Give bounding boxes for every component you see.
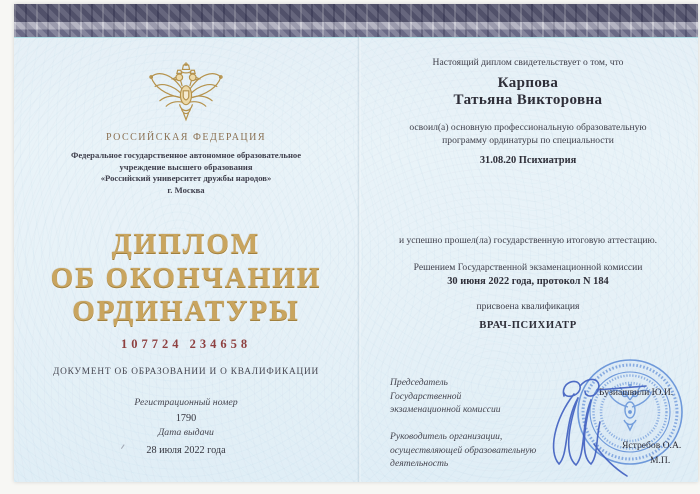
- qualification-value: ВРАЧ-ПСИХИАТР: [479, 320, 577, 331]
- qualification-label: присвоена квалификация: [476, 301, 580, 312]
- seal-and-signatures: [534, 352, 700, 482]
- registration-number-label: Регистрационный номер: [134, 397, 238, 408]
- chairman-signature: [563, 379, 646, 396]
- attestation-line: и успешно прошел(ла) государственную итоговую аттестацию.: [398, 235, 658, 246]
- guilloche-border-band: [14, 4, 698, 38]
- issue-date-label: Дата выдачи: [158, 427, 214, 438]
- holder-first-names: Татьяна Викторовна: [453, 92, 603, 108]
- document-subtitle: ДОКУМЕНТ ОБ ОБРАЗОВАНИИ И О КВАЛИФИКАЦИИ: [52, 367, 320, 377]
- diploma-left-page: [18, 37, 354, 482]
- seal-mark-mp: М.П.: [650, 455, 671, 466]
- holder-last-name: Карпова: [497, 75, 559, 91]
- commission-decision-line: Решением Государственной экзаменационной комиссии: [413, 262, 643, 273]
- country-name: РОССИЙСКАЯ ФЕДЕРАЦИЯ: [105, 132, 267, 143]
- russian-coat-of-arms-icon: [18, 54, 354, 135]
- head-label-line: осуществляющей образовательную: [390, 444, 537, 456]
- head-signature: [554, 394, 627, 476]
- head-label-line: Руководитель организации,: [390, 431, 503, 442]
- head-label-line: деятельность: [390, 458, 449, 469]
- diploma-title-line: ОБ ОКОНЧАНИИ: [50, 262, 322, 294]
- registration-number-value: 1790: [175, 413, 197, 424]
- decision-date-protocol: 30 июня 2022 года, протокол N 184: [447, 276, 609, 287]
- program-line: освоил(а) основную профессиональную образовательную: [409, 122, 647, 133]
- institution-line: учреждение высшего образования: [119, 161, 253, 172]
- institution-line: г. Москва: [167, 184, 205, 195]
- diploma-document: [14, 4, 698, 482]
- institution-line: «Российский университет дружбы народов»: [100, 173, 272, 183]
- head-name: Ястребов О.А.: [622, 440, 682, 451]
- chairman-label-line: Председатель: [390, 377, 448, 388]
- chairman-name: Бузиашвили Ю.И.: [599, 387, 674, 398]
- diploma-title-line: ОРДИНАТУРЫ: [72, 295, 300, 327]
- specialty-value: 31.08.20 Психиатрия: [479, 155, 577, 166]
- issue-date-value: 28 июля 2022 года: [146, 445, 226, 456]
- program-line: программу ординатуры по специальности: [442, 135, 614, 146]
- chairman-label-line: экзаменационной комиссии: [390, 404, 501, 415]
- diploma-serial-number: 107724 234658: [120, 337, 252, 351]
- certify-intro-line: Настоящий диплом свидетельствует о том, что: [432, 57, 624, 68]
- diploma-title-line: ДИПЛОМ: [111, 228, 261, 260]
- chairman-label-line: Государственной: [390, 390, 462, 402]
- institution-line: Федеральное государственное автономное образовательное: [70, 150, 302, 160]
